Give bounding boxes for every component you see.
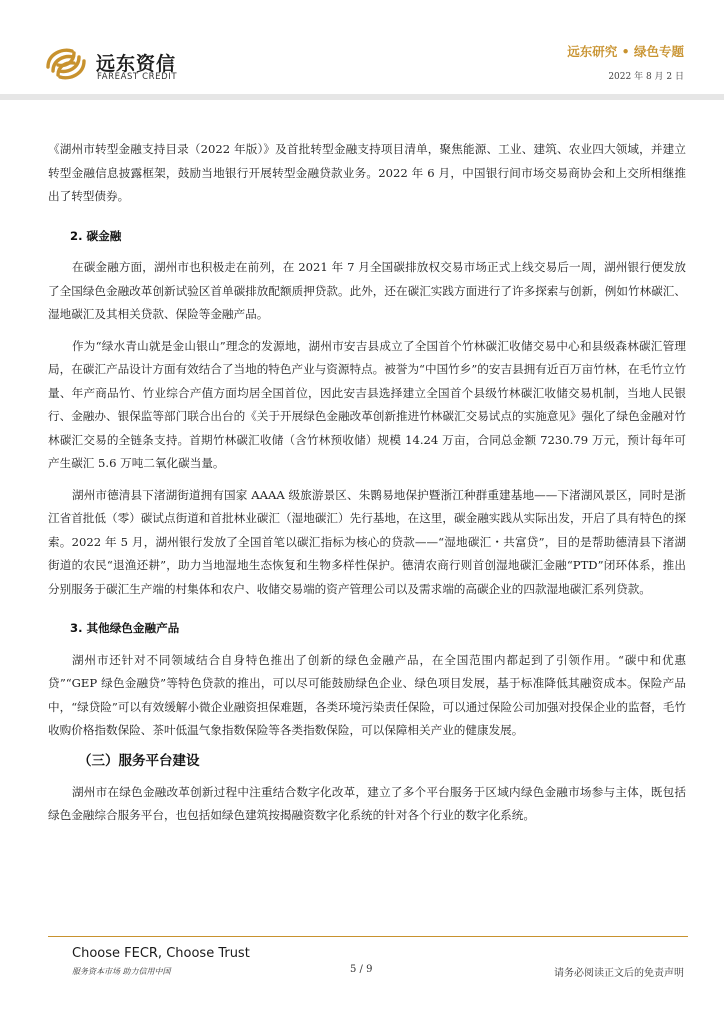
page-number: 5 / 9	[350, 964, 373, 975]
footer-slogan: Choose FECR, Choose Trust	[72, 946, 250, 961]
header-divider	[0, 94, 724, 100]
footer-divider	[48, 936, 688, 937]
page-header	[0, 0, 724, 98]
document-body	[48, 138, 686, 828]
section-heading-service-platform: （三）服务平台建设	[78, 752, 200, 769]
section-heading-other-products: 3. 其他绿色金融产品	[70, 621, 180, 635]
fareast-logo-icon	[42, 44, 90, 84]
section-heading-carbon-finance: 2. 碳金融	[70, 228, 122, 243]
footer-slogan-sub: 服务资本市场 助力信用中国	[72, 967, 171, 976]
paragraph-service-platform: 湖州市在绿色金融改革创新过程中注重结合数字化改革，建立了多个平台服务于区域内绿色金融市场参与主体，既包括绿色金融综合服务平台，也包括如绿色建筑按揭融资数字化系统的针对各个行业的数字化系统。	[48, 784, 686, 822]
paragraph-wetland-carbon-sink: 湖州市德清县下渚湖街道拥有国家 AAAA 级旅游景区、朱鹮易地保护暨浙江种群重建基地——下渚湖风景区，同时是浙江省首批低（零）碳试点街道和首批林业碳汇（湿地碳汇）先行基地，在这里，碳金融实践从实际出发，开启了具有特色的探索。2022 年 5 月，湖州银行发放了全国首笔以碳汇指标为核心的贷款——“湿地碳汇・共富贷”，目的是帮助德清县下渚湖街道的农民“退渔还耕”，助力当地湿地生态恢复和生物多样性保护。德清农商行则首创湿地碳汇金融“PTD”闭环体系，推出分别服务于碳汇生产端的村集体和农户、收储交易端的资产管理公司以及需求端的高碳企业的四款湿地碳汇系列贷款。	[48, 487, 686, 596]
paragraph-other-products: 湖州市还针对不同领域结合自身特色推出了创新的绿色金融产品，在全国范围内都起到了引领作用。“碳中和优惠贷”“GEP 绿色金融贷”等特色贷款的推出，可以尽可能鼓励绿色企业、绿色项目发展，基于标准降低其融资成本。保险产品中，“绿贷险”可以有效缓解小微企业融资担保难题，各类环境污染责任保险，可以通过保险公司加强对投保企业的监督，毛竹收购价格指数保险、茶叶低温气象指数保险等各类指数保险，可以保障相关产业的健康发展。	[48, 652, 686, 737]
paragraph-carbon-finance-intro: 在碳金融方面，湖州市也积极走在前列，在 2021 年 7 月全国碳排放权交易市场正式上线交易后一周，湖州银行便发放了全国绿色金融改革创新试验区首单碳排放配额质押贷款。此外，还在碳汇实践方面进行了许多探索与创新，例如竹林碳汇、湿地碳汇及其相关贷款、保险等金融产品。	[48, 260, 686, 321]
column-title: 远东研究 • 绿色专题	[567, 44, 684, 59]
brand-name-english: FAREAST CREDIT	[97, 72, 178, 82]
report-date: 2022 年 8 月 2 日	[608, 72, 684, 82]
paragraph-transition-finance: 《湖州市转型金融支持目录（2022 年版）》及首批转型金融支持项目清单，聚焦能源、工业、建筑、农业四大领域，并建立转型金融信息披露框架，鼓励当地银行开展转型金融贷款业务。2022 年 6 月，中国银行间市场交易商协会和上交所相继推出了转型债券。	[48, 142, 686, 203]
brand-name: 远东资信	[96, 53, 177, 75]
footer-disclaimer: 请务必阅读正文后的免责声明	[554, 968, 684, 979]
paragraph-bamboo-carbon-sink: 作为“绿水青山就是金山银山”理念的发源地，湖州市安吉县成立了全国首个竹林碳汇收储交易中心和县级森林碳汇管理局，在碳汇产品设计方面有效结合了当地的特色产业与资源特点。被誉为“中国竹乡”的安吉县拥有近百万亩竹林，在毛竹立竹量、年产商品竹、竹业综合产值方面均居全国首位，因此安吉县选择建立全国首个县级竹林碳汇收储交易机制，当地人民银行、金融办、银保监等部门联合出台的《关于开展绿色金融改革创新推进竹林碳汇交易试点的实施意见》强化了绿色金融对竹林碳汇交易的全链条支持。首期竹林碳汇收储（含竹林预收储）规模 14.24 万亩，合同总金额 7230.79 万元，预计每年可产生碳汇 5.6 万吨二氧化碳当量。	[48, 338, 686, 470]
